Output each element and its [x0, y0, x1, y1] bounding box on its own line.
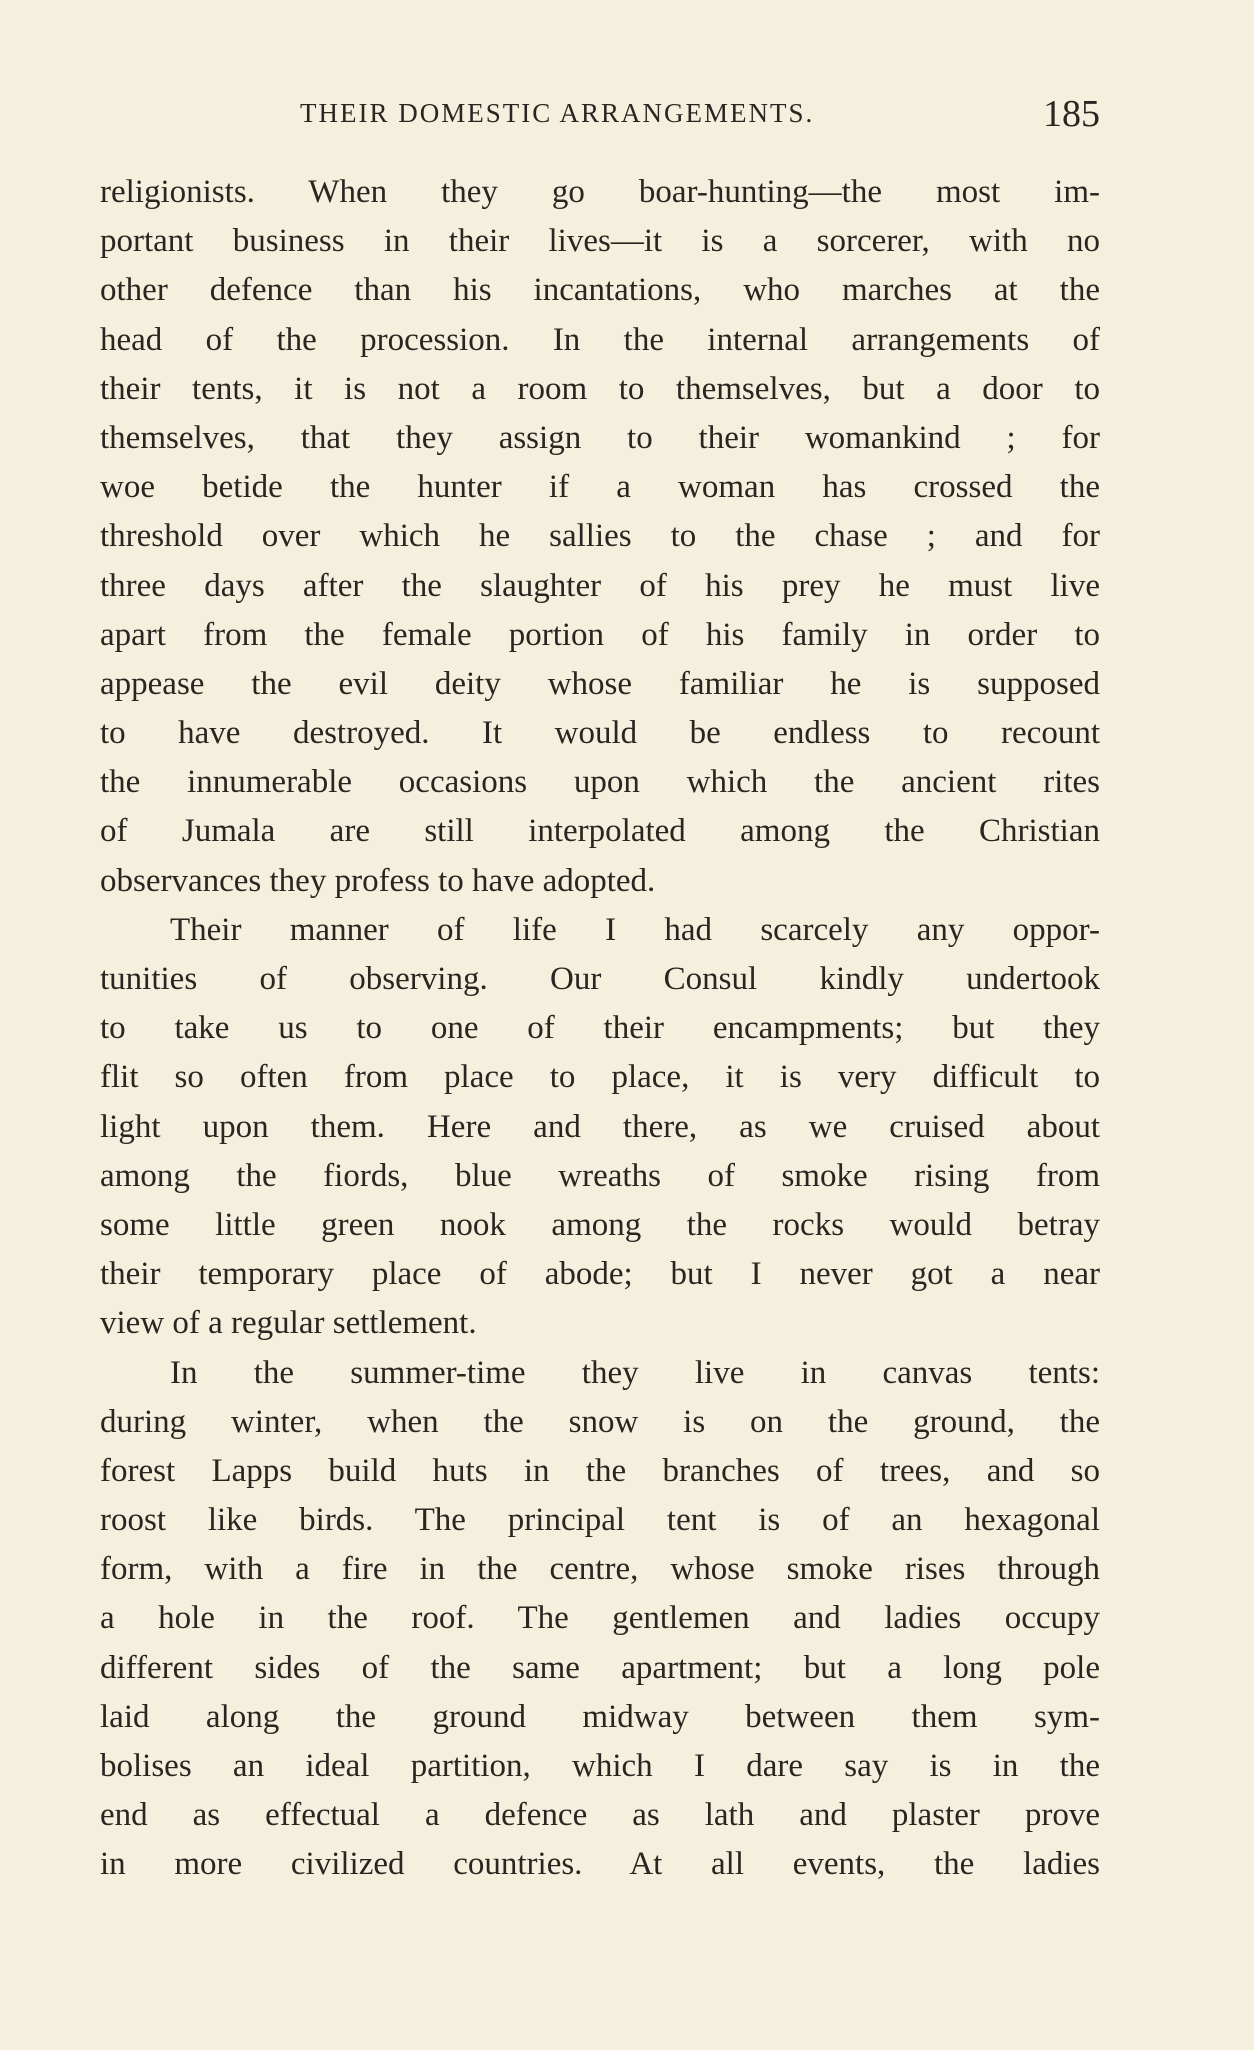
text-line: their temporary place of abode; but I never got a near: [100, 1256, 1100, 1293]
text-line: threshold over which he sallies to the chase ; and for: [100, 518, 1100, 555]
page-number: 185: [1043, 93, 1100, 135]
text-line: among the fiords, blue wreaths of smoke rising from: [100, 1157, 1100, 1194]
text-line: a hole in the roof. The gentlemen and ladies occupy: [100, 1600, 1100, 1637]
text-line: some little green nook among the rocks would betray: [100, 1206, 1100, 1243]
text-line: view of a regular settlement.: [100, 1305, 477, 1342]
text-line: head of the procession. In the internal arrangements of: [100, 321, 1100, 358]
text-line: other defence than his incantations, who marches at the: [100, 272, 1100, 309]
text-line: themselves, that they assign to their womankind ; for: [100, 419, 1100, 456]
text-line: roost like birds. The principal tent is of an hexagonal: [100, 1502, 1100, 1539]
text-line: in more civilized countries. At all events, the ladies: [100, 1846, 1100, 1883]
text-line: of Jumala are still interpolated among the Christian: [100, 813, 1100, 850]
text-line: flit so often from place to place, it is very difficult to: [100, 1059, 1100, 1096]
running-title: THEIR DOMESTIC ARRANGEMENTS.: [300, 98, 815, 128]
text-line: end as effectual a defence as lath and plaster prove: [100, 1797, 1100, 1834]
text-line: during winter, when the snow is on the ground, the: [100, 1403, 1100, 1440]
text-line: religionists. When they go boar-hunting—the most im-: [100, 174, 1100, 210]
text-line: form, with a fire in the centre, whose smoke rises through: [100, 1551, 1100, 1588]
text-line: apart from the female portion of his family in order to: [100, 616, 1100, 653]
text-line: appease the evil deity whose familiar he is supposed: [100, 665, 1100, 702]
text-line: laid along the ground midway between them sym-: [100, 1698, 1100, 1735]
text-line: In the summer-time they live in canvas tents:: [170, 1354, 1100, 1391]
text-line: Their manner of life I had scarcely any oppor-: [170, 911, 1100, 948]
text-line: observances they profess to have adopted.: [100, 862, 656, 899]
text-line: different sides of the same apartment; but a long pole: [100, 1649, 1100, 1686]
running-head: [100, 92, 1100, 142]
text-line: the innumerable occasions upon which the ancient rites: [100, 764, 1100, 801]
text-line: three days after the slaughter of his prey he must live: [100, 567, 1100, 604]
text-line: woe betide the hunter if a woman has crossed the: [100, 469, 1100, 506]
text-line: their tents, it is not a room to themselves, but a door to: [100, 370, 1100, 407]
text-line: to take us to one of their encampments; but they: [100, 1010, 1100, 1047]
text-line: forest Lapps build huts in the branches of trees, and so: [100, 1452, 1100, 1489]
text-line: light upon them. Here and there, as we cruised about: [100, 1108, 1100, 1145]
text-line: tunities of observing. Our Consul kindly undertook: [100, 961, 1100, 997]
text-line: to have destroyed. It would be endless to recount: [100, 715, 1100, 752]
text-line: bolises an ideal partition, which I dare say is in the: [100, 1748, 1100, 1784]
body-text: [100, 168, 1100, 1890]
text-line: portant business in their lives—it is a sorcerer, with no: [100, 223, 1100, 260]
